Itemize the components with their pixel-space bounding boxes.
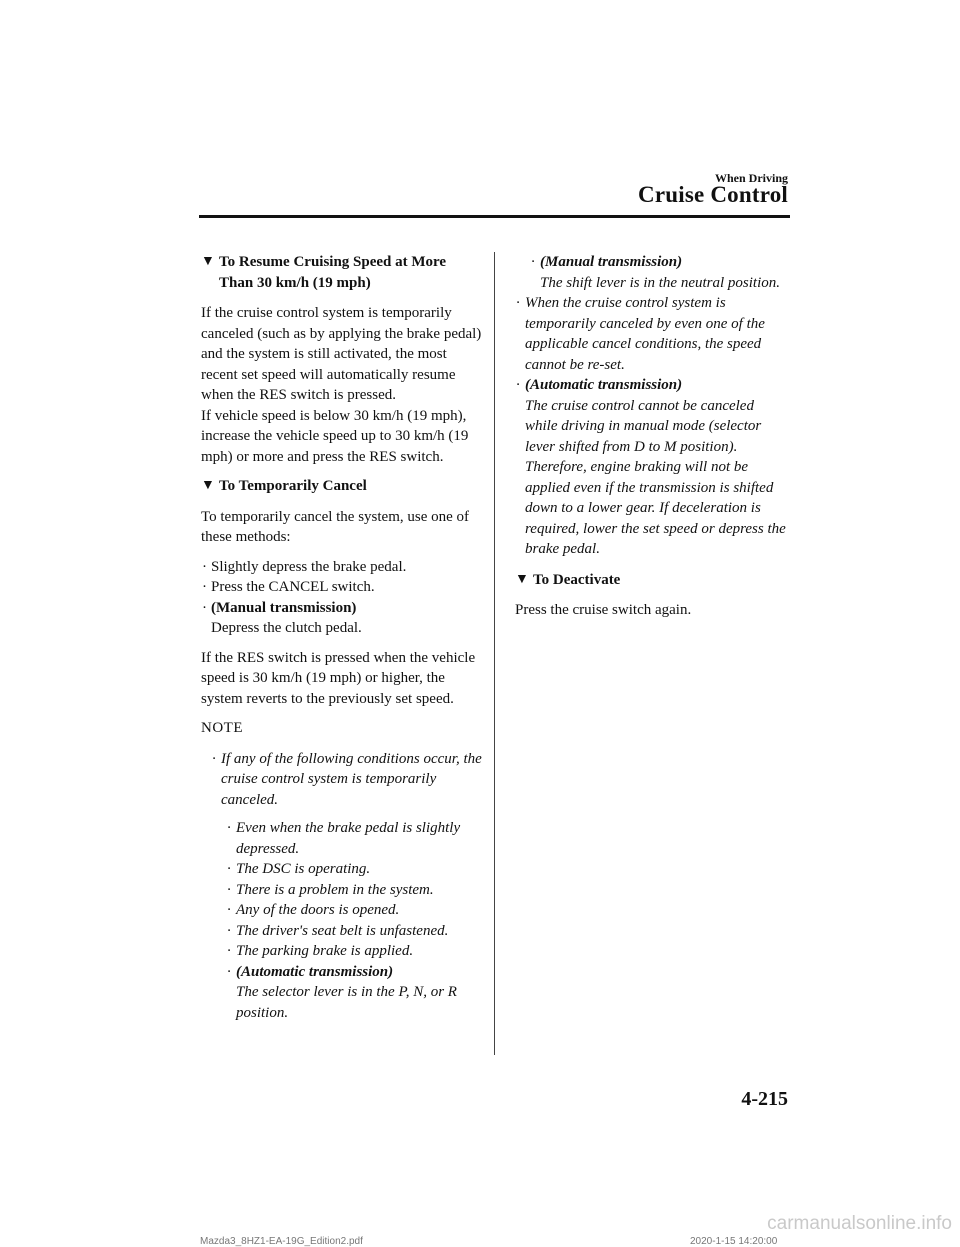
bullet-dot-icon: · (227, 922, 231, 939)
triangle-down-icon: ▼ (515, 571, 529, 587)
bullet-dot-icon: · (227, 861, 231, 877)
deactivate-text: Press the cruise switch again. (515, 602, 692, 618)
header-rule (199, 215, 790, 218)
list-item-text: Even when the brake pedal is slightly depressed. (236, 820, 461, 857)
list-item-text: The selector lever is in the P, N, or R position. (236, 984, 457, 1021)
note-item-qualifier: (Automatic transmission) (525, 377, 683, 393)
cancel-methods-list (201, 557, 483, 639)
list-item-text: Depress the clutch pedal. (211, 620, 362, 636)
cancel-intro: To temporarily cancel the system, use one of these methods: (201, 508, 470, 545)
bullet-dot-icon: · (227, 963, 231, 980)
list-item-text: There is a problem in the system. (236, 881, 434, 898)
list-item-text: The DSC is operating. (236, 861, 371, 877)
cancel-heading (201, 476, 483, 497)
section-title: Cruise Control (638, 182, 788, 207)
bullet-dot-icon: · (202, 579, 207, 595)
note-item (515, 375, 790, 560)
watermark: carmanualsonline.info (767, 1213, 952, 1234)
condition-list-continued (515, 252, 790, 293)
page-number: 4-215 (741, 1088, 788, 1110)
note-item (211, 749, 483, 811)
resume-paragraph-2: If vehicle speed is below 30 km/h (19 mph), increase the vehicle speed up to 30 km/h (19 mph) or more and press the RES switch. (201, 407, 469, 465)
right-column (515, 252, 790, 630)
bullet-dot-icon: · (227, 902, 231, 918)
footer-timestamp: 2020-1-15 14:20:00 (690, 1236, 778, 1247)
resume-heading-text: To Resume Cruising Speed at More Than 30 km/h (19 mph) (219, 254, 447, 291)
deactivate-heading (515, 570, 790, 591)
bullet-dot-icon: · (202, 558, 207, 575)
list-item-text: Press the CANCEL switch. (211, 579, 375, 595)
footer-file-name: Mazda3_8HZ1-EA-19G_Edition2.pdf (200, 1236, 363, 1247)
list-item-text: The parking brake is applied. (236, 943, 414, 959)
bullet-dot-icon: · (212, 750, 216, 767)
resume-heading (201, 252, 483, 293)
list-item (226, 900, 483, 921)
note-list (201, 749, 483, 1024)
deactivate-heading-text: To Deactivate (533, 571, 621, 588)
triangle-down-icon: ▼ (201, 254, 215, 269)
condition-list (211, 818, 483, 1023)
note-item-text: When the cruise control system is temporarily canceled by even one of the applicable cancel conditions, the speed cannot be re-set. (525, 295, 765, 373)
bullet-dot-icon: · (202, 599, 207, 616)
cancel-after-text: If the RES switch is pressed when the vehicle speed is 30 km/h (19 mph) or higher, the system reverts to the previously set speed. (201, 649, 476, 707)
list-item (201, 577, 483, 598)
list-item (201, 598, 483, 639)
note-item-text: The cruise control cannot be canceled while driving in manual mode (selector lever shifted from D to M position). Therefore, engine braking will not be applied even if the transmission is shifted down to a lower gear. If deceleration is required, lower the set speed or depress the brake pedal. (525, 397, 786, 557)
list-item-text: Slightly depress the brake pedal. (211, 558, 407, 575)
bullet-dot-icon: · (227, 881, 231, 898)
list-item-qualifier: (Manual transmission) (211, 599, 357, 616)
note-intro: If any of the following conditions occur, the cruise control system is temporarily canceled. (221, 750, 482, 808)
list-item (226, 962, 483, 1024)
note-label: NOTE (201, 720, 243, 736)
resume-paragraph-1: If the cruise control system is temporarily canceled (such as by applying the brake pedal) and the system is still activated, the most recent set speed will automatically resume when the RES switch is pressed. (201, 305, 482, 403)
note-list-continued (515, 293, 790, 560)
list-item-qualifier: (Automatic transmission) (236, 963, 394, 980)
note-item (515, 293, 790, 375)
cancel-heading-text: To Temporarily Cancel (219, 478, 367, 494)
section-label: When Driving (714, 171, 788, 185)
list-item-qualifier: (Manual transmission) (540, 254, 683, 270)
bullet-dot-icon: · (516, 377, 520, 393)
list-item (226, 818, 483, 859)
list-item (530, 252, 790, 293)
bullet-dot-icon: · (227, 943, 231, 959)
list-item (226, 859, 483, 880)
list-item-text: Any of the doors is opened. (236, 902, 400, 918)
list-item (201, 557, 483, 578)
list-item (226, 880, 483, 901)
bullet-dot-icon: · (531, 254, 535, 270)
bullet-dot-icon: · (516, 295, 520, 311)
column-divider (494, 252, 495, 1055)
bullet-dot-icon: · (227, 820, 231, 836)
left-column (201, 252, 483, 1023)
list-item (226, 941, 483, 962)
deactivate-section (515, 570, 790, 621)
list-item-text: The shift lever is in the neutral position. (540, 274, 780, 291)
list-item (226, 921, 483, 942)
triangle-down-icon: ▼ (201, 478, 215, 493)
list-item-text: The driver's seat belt is unfastened. (236, 922, 449, 939)
